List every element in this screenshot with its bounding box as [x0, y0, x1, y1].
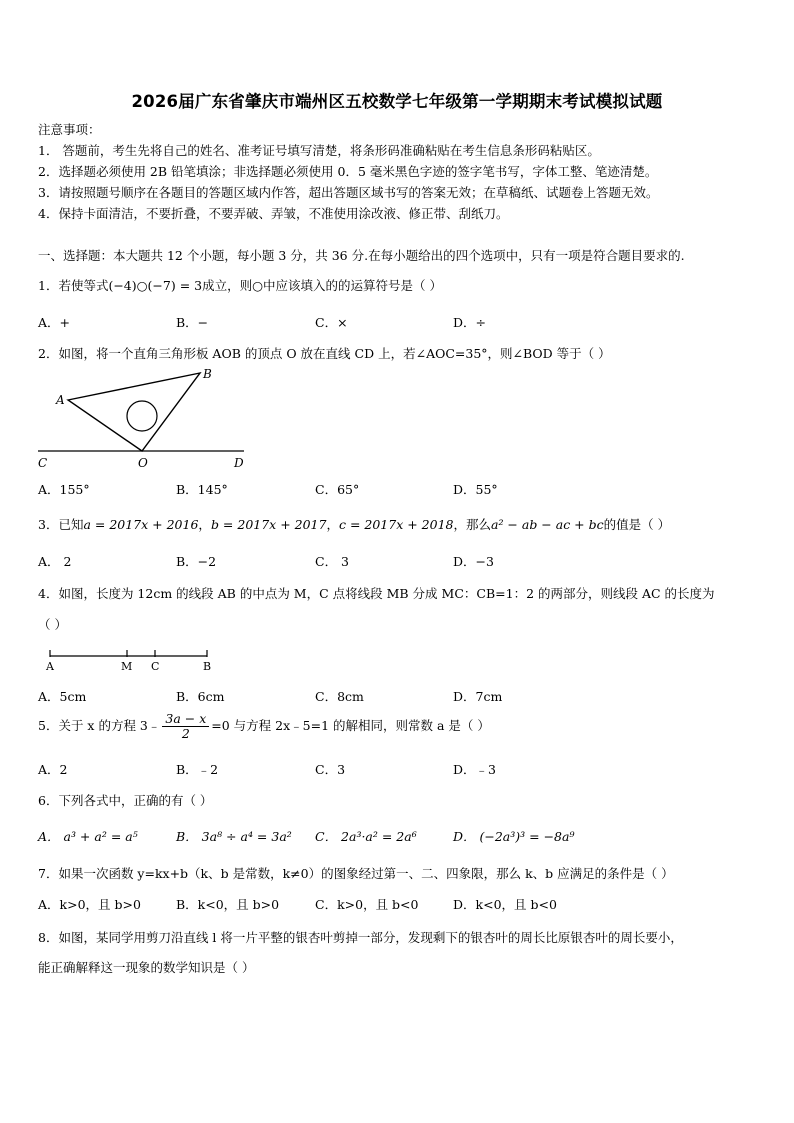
q3-c-def: c = 2017x + 2018: [338, 517, 454, 532]
q7-option-b[interactable]: B．k<0，且 b>0: [176, 897, 280, 912]
question-4-line-1: 4．如图，长度为 12cm 的线段 AB 的中点为 M，C 点将线段 MB 分成 MC：CB=1：2 的两部分，则线段 AC 的长度为: [38, 586, 715, 601]
q5-option-a[interactable]: A．2: [38, 762, 68, 777]
q4-option-a[interactable]: A．5cm: [38, 689, 87, 704]
q7-option-a[interactable]: A．k>0，且 b>0: [38, 897, 141, 912]
q2-option-a[interactable]: A．155°: [38, 482, 90, 497]
q5-numerator: 3a − x: [162, 712, 209, 727]
q6-option-b[interactable]: B． 3a⁸ ÷ a⁴ = 3a²: [176, 829, 292, 844]
q1-option-c[interactable]: C．×: [315, 315, 348, 330]
q6-option-c[interactable]: C． 2a³·a² = 2a⁶: [315, 829, 417, 844]
q5-option-b[interactable]: B．﹣2: [176, 762, 219, 777]
label-o: O: [138, 456, 148, 470]
q3-b-def: b = 2017x + 2017: [210, 517, 327, 532]
question-8-line-2: 能正确解释这一现象的数学知识是（ ）: [38, 960, 255, 975]
label-b: B: [203, 367, 212, 381]
question-1: [38, 276, 442, 294]
q4-option-d[interactable]: D．7cm: [453, 689, 503, 704]
q2-option-d[interactable]: D．55°: [453, 482, 498, 497]
q5-prefix: 5．关于 x 的方程 3﹣: [38, 718, 161, 733]
q7-option-c[interactable]: C．k>0，且 b<0: [315, 897, 419, 912]
question-5: [38, 712, 490, 741]
q3-mid: ，那么: [453, 517, 491, 532]
seg-label-a: A: [46, 660, 54, 673]
q3-option-c[interactable]: C． 3: [315, 554, 349, 569]
q5-suffix: =0 与方程 2x﹣5=1 的解相同，则常数 a 是（ ）: [211, 718, 490, 733]
q3-a-def: a = 2017x + 2016: [83, 517, 199, 532]
notice-item-1: 1． 答题前，考生先将自己的姓名、准考证号填写清楚，将条形码准确粘贴在考生信息条形码粘贴区。: [38, 143, 600, 158]
question-8-line-1: 8．如图，某同学用剪刀沿直线 l 将一片平整的银杏叶剪掉一部分，发现剩下的银杏叶的周长比原银杏叶的周长要小，: [38, 930, 683, 945]
section-1-header: 一、选择题：本大题共 12 个小题，每小题 3 分，共 36 分.在每小题给出的四个选项中，只有一项是符合题目要求的.: [38, 248, 685, 263]
q1-expression: (−4)○(−7) = 3: [108, 278, 203, 293]
label-a: A: [56, 393, 65, 407]
q2-option-c[interactable]: C．65°: [315, 482, 360, 497]
q7-option-d[interactable]: D．k<0，且 b<0: [453, 897, 557, 912]
seg-label-m: M: [121, 660, 133, 673]
q2-triangle-figure: [30, 362, 260, 474]
seg-label-b: B: [203, 660, 212, 673]
question-2: 2．如图，将一个直角三角形板 AOB 的顶点 O 放在直线 CD 上，若∠AOC=35°，则∠BOD 等于（ ）: [38, 346, 611, 361]
question-4-line-2: （ ）: [38, 617, 67, 632]
q3-option-a[interactable]: A． 2: [38, 554, 72, 569]
q4-option-c[interactable]: C．8cm: [315, 689, 364, 704]
q1-suffix: 成立，则○中应该填入的的运算符号是（ ）: [202, 278, 442, 293]
question-7: 7．如果一次函数 y=kx+b（k、b 是常数，k≠0）的图象经过第一、二、四象限，那么 k、b 应满足的条件是（ ）: [38, 866, 674, 881]
q1-prefix: 1．若使等式: [38, 278, 109, 293]
notice-item-2: 2．选择题必须使用 2B 铅笔填涂；非选择题必须使用 0．5 毫米黑色字迹的签字笔书写，字体工整、笔迹清楚。: [38, 164, 658, 179]
seg-label-c: C: [151, 660, 160, 673]
q4-option-b[interactable]: B．6cm: [176, 689, 225, 704]
notice-item-3: 3．请按照题号顺序在各题目的答题区域内作答，超出答题区域书写的答案无效；在草稿纸、试题卷上答题无效。: [38, 185, 659, 200]
notice-heading: 注意事项：: [38, 122, 101, 137]
q1-option-b[interactable]: B．−: [176, 315, 209, 330]
triangle-hole: [127, 401, 157, 431]
q3-sep-1: ，: [198, 517, 211, 532]
triangle-aob: [68, 373, 200, 451]
q3-option-d[interactable]: D．−3: [453, 554, 494, 569]
q5-option-d[interactable]: D．﹣3: [453, 762, 496, 777]
q4-segment-figure: [40, 646, 230, 676]
label-d: D: [234, 456, 244, 470]
q2-option-b[interactable]: B．145°: [176, 482, 228, 497]
q1-option-d[interactable]: D．÷: [453, 315, 486, 330]
label-c: C: [38, 456, 48, 470]
q1-option-a[interactable]: A．+: [38, 315, 71, 330]
notice-item-4: 4．保持卡面清洁，不要折叠，不要弄破、弄皱，不准使用涂改液、修正带、刮纸刀。: [38, 206, 509, 221]
question-3: [38, 515, 670, 533]
q6-option-a[interactable]: A． a³ + a² = a⁵: [38, 829, 138, 844]
q5-fraction: [162, 712, 209, 741]
q5-option-c[interactable]: C．3: [315, 762, 346, 777]
q3-option-b[interactable]: B．−2: [176, 554, 217, 569]
q3-prefix: 3．已知: [38, 517, 84, 532]
exam-title: 2026届广东省肇庆市端州区五校数学七年级第一学期期末考试模拟试题: [131, 92, 663, 111]
q3-suffix: 的值是（ ）: [603, 517, 671, 532]
q3-sep-2: ，: [326, 517, 339, 532]
question-6: 6．下列各式中，正确的有（ ）: [38, 793, 213, 808]
q6-option-d[interactable]: D． (−2a³)³ = −8a⁹: [453, 829, 575, 844]
q5-denominator: 2: [181, 726, 190, 741]
q3-expression: a² − ab − ac + bc: [491, 517, 604, 532]
